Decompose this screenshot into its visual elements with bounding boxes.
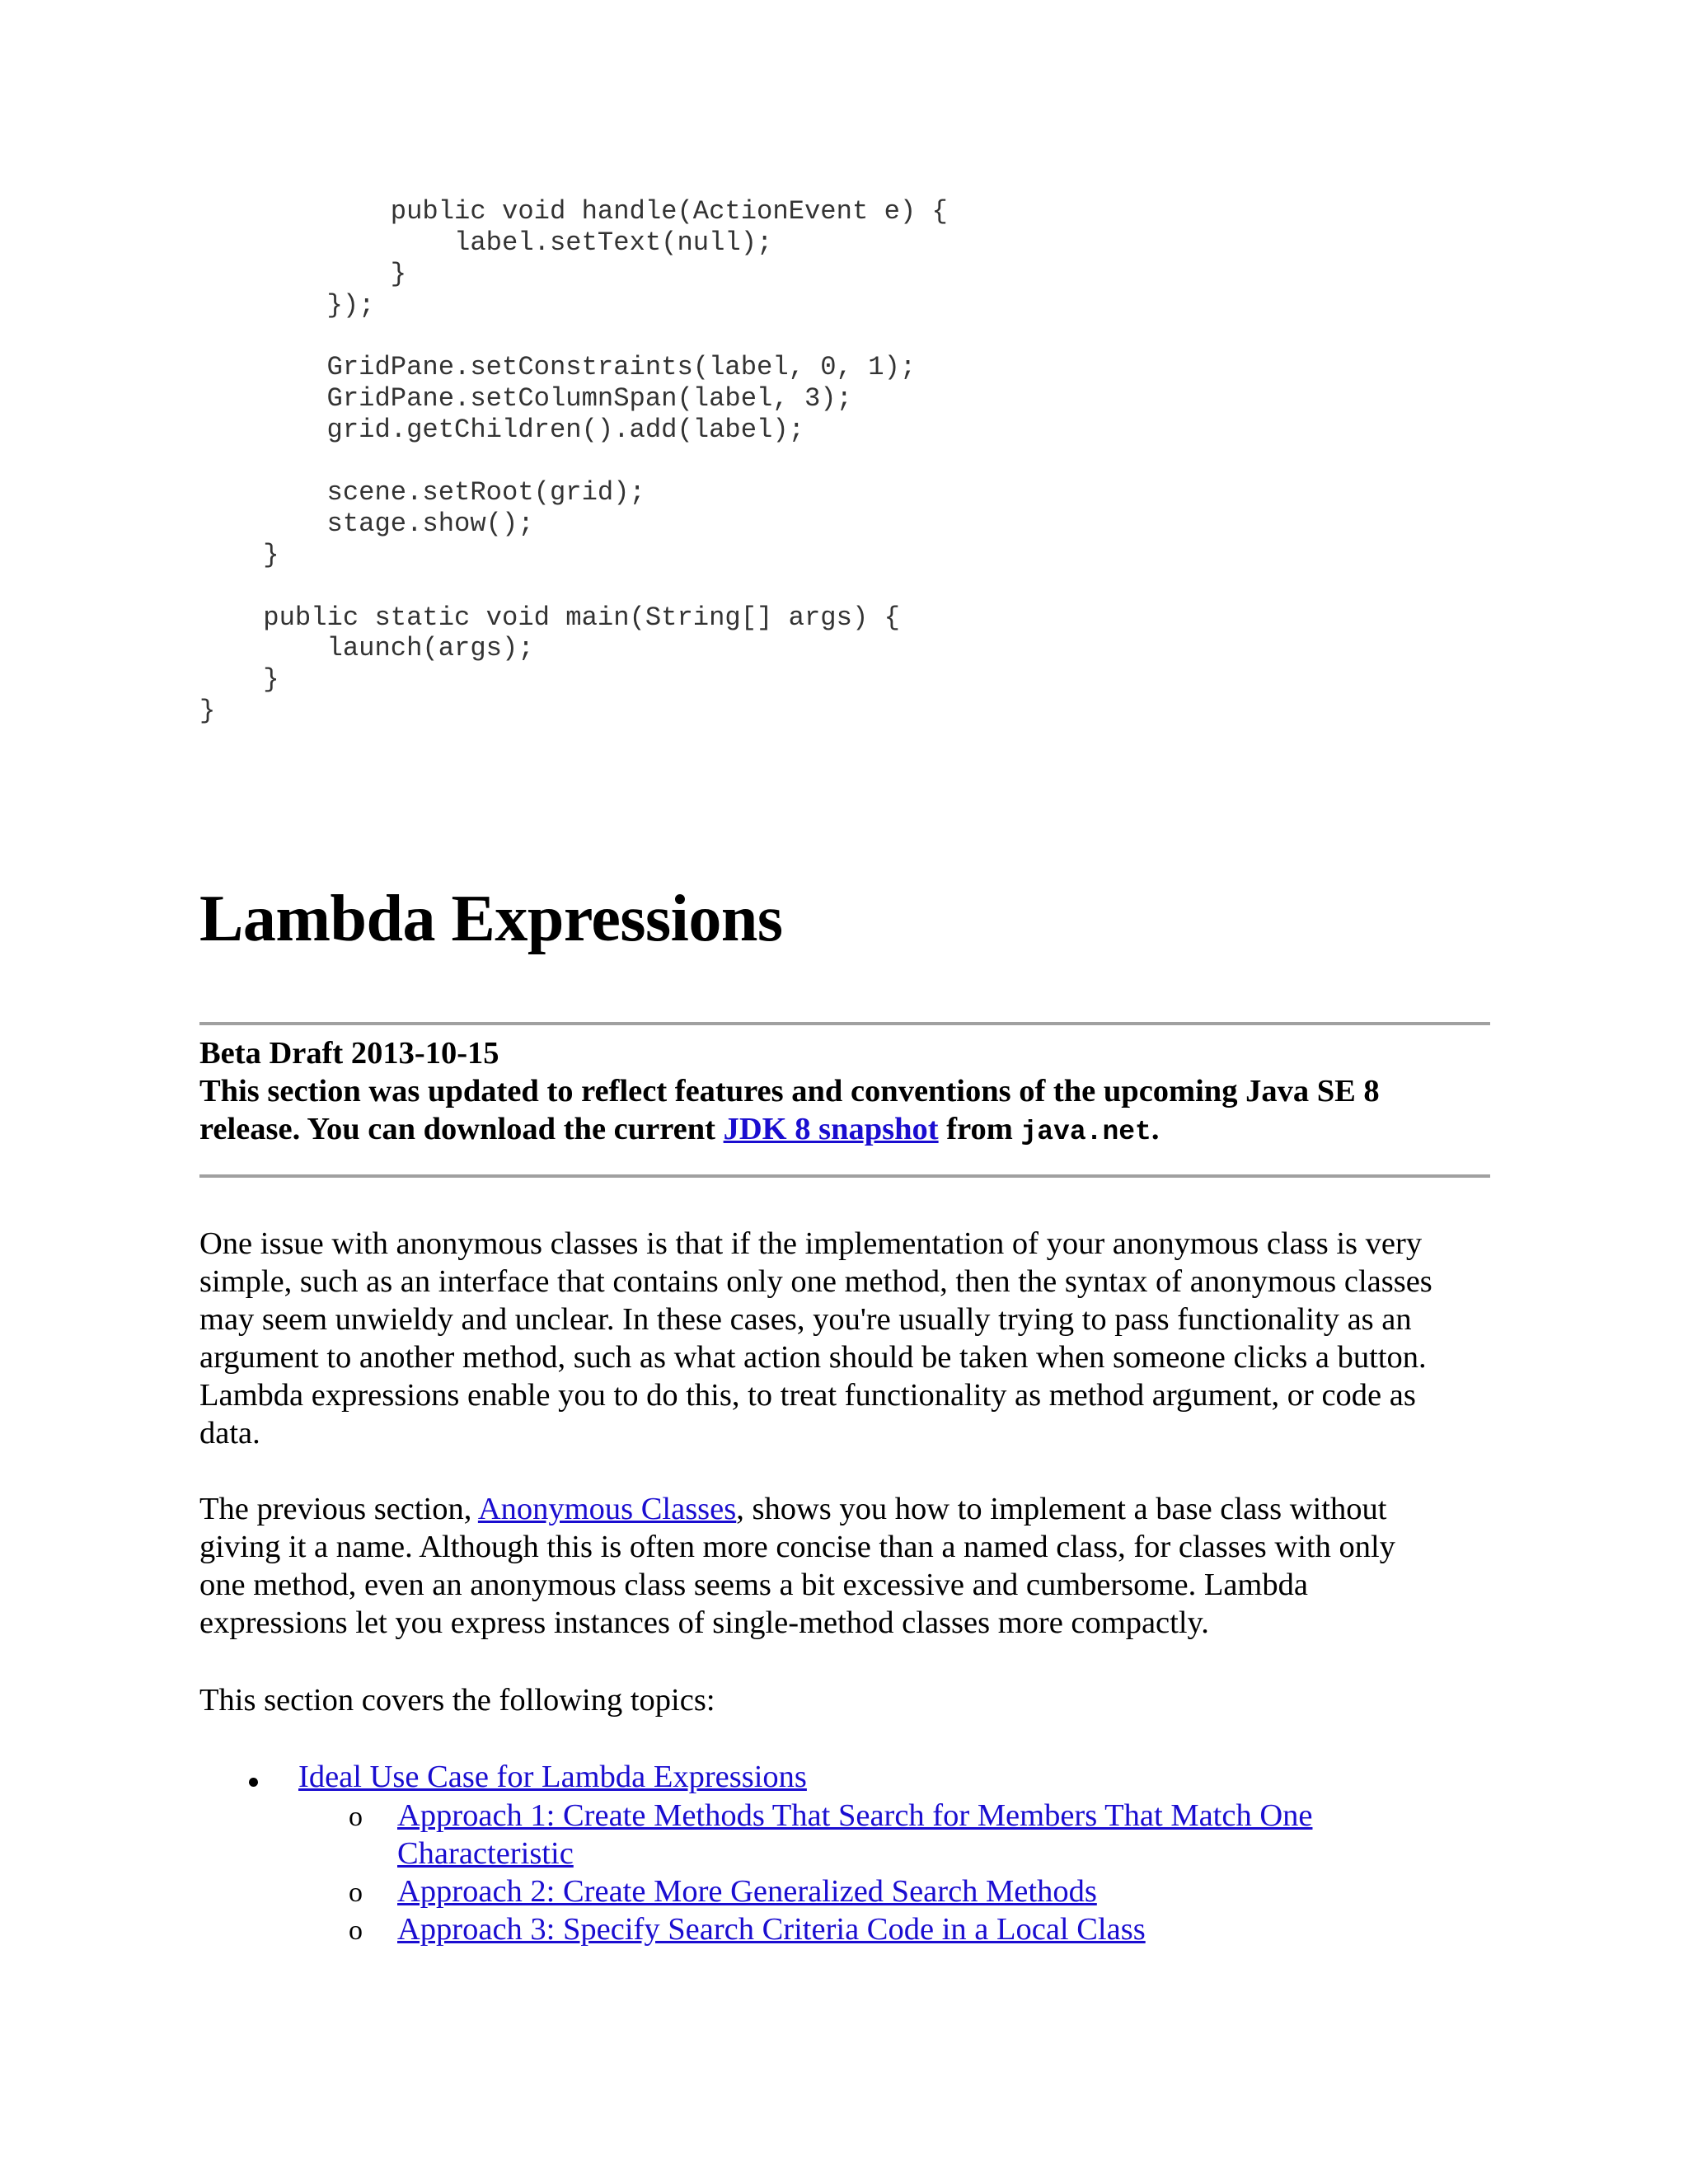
- note-text: release. You can download the current: [199, 1112, 724, 1146]
- code-line: scene.setRoot(grid);: [199, 477, 645, 509]
- sub-bullet-icon: o: [349, 1915, 363, 1946]
- paragraph-line: This section covers the following topics:: [199, 1683, 715, 1718]
- sub-bullet-icon: o: [349, 1802, 363, 1832]
- code-line: [199, 446, 1436, 477]
- code-line: });: [199, 289, 375, 321]
- paragraph-text: The previous section,: [199, 1492, 478, 1526]
- code-line: }: [199, 664, 279, 696]
- code-line: grid.getChildren().add(label);: [199, 415, 804, 446]
- paragraph-line: Lambda expressions enable you to do this, to treat functionality as method argument, or code as: [199, 1378, 1416, 1413]
- code-line: public void handle(ActionEvent e) {: [199, 196, 948, 227]
- beta-draft-note: [199, 1034, 1493, 1151]
- code-line: launch(args);: [199, 633, 534, 664]
- code-line: stage.show();: [199, 508, 534, 539]
- paragraph-line: simple, such as an interface that contains only one method, then the syntax of anonymous classes: [199, 1264, 1432, 1299]
- topic-link-approach-1-continued[interactable]: Characteristic: [397, 1836, 574, 1871]
- bullet-icon: [249, 1778, 258, 1787]
- divider-top: [199, 1022, 1490, 1025]
- topic-item-approach-1: [397, 1797, 1312, 1835]
- sub-bullet-icon: o: [349, 1877, 363, 1908]
- topic-item-approach-2: [397, 1872, 1097, 1910]
- topic-link-ideal-use-case[interactable]: Ideal Use Case for Lambda Expressions: [298, 1760, 807, 1794]
- page-title: Lambda Expressions: [199, 883, 783, 955]
- paragraph-line: expressions let you express instances of single-method classes more compactly.: [199, 1605, 1209, 1640]
- topic-item-ideal-use-case: [298, 1758, 807, 1796]
- paragraph-line: One issue with anonymous classes is that if the implementation of your anonymous class is very: [199, 1226, 1423, 1261]
- java-net-code: java.net: [1020, 1117, 1151, 1147]
- paragraph-line: [199, 1490, 1502, 1528]
- code-line: public static void main(String[] args) {: [199, 602, 900, 633]
- code-block: [199, 196, 1436, 727]
- code-line: [199, 321, 1436, 353]
- topic-link-approach-1[interactable]: Approach 1: Create Methods That Search for Members That Match One: [397, 1798, 1313, 1833]
- note-text: .: [1151, 1112, 1160, 1146]
- code-line: label.setText(null);: [199, 227, 773, 258]
- paragraph-previous-section: [199, 1490, 1502, 1642]
- code-line: GridPane.setConstraints(label, 0, 1);: [199, 352, 917, 383]
- paragraph-text: , shows you how to implement a base class without: [736, 1492, 1387, 1526]
- paragraph-line: argument to another method, such as what action should be taken when someone clicks a button.: [199, 1340, 1427, 1375]
- divider-bottom: [199, 1174, 1490, 1178]
- paragraph-topics-intro: [199, 1681, 1502, 1719]
- code-line: }: [199, 696, 216, 727]
- paragraph-line: giving it a name. Although this is often more concise than a named class, for classes with only: [199, 1530, 1395, 1564]
- code-line: GridPane.setColumnSpan(label, 3);: [199, 383, 852, 415]
- anonymous-classes-link[interactable]: Anonymous Classes: [477, 1492, 737, 1526]
- topic-item-approach-3: [397, 1910, 1146, 1948]
- code-line: }: [199, 258, 407, 289]
- note-line-update: This section was updated to reflect features and conventions of the upcoming Java SE 8: [199, 1074, 1380, 1108]
- paragraph-intro: [199, 1225, 1502, 1452]
- note-line-draft: Beta Draft 2013-10-15: [199, 1036, 499, 1071]
- note-line-download: [199, 1110, 1493, 1151]
- paragraph-line: data.: [199, 1416, 260, 1451]
- code-line: }: [199, 539, 279, 570]
- topic-item-approach-1-continued: [397, 1835, 574, 1872]
- paragraph-line: one method, even an anonymous class seems a bit excessive and cumbersome. Lambda: [199, 1568, 1308, 1602]
- topic-link-approach-3[interactable]: Approach 3: Specify Search Criteria Code in a Local Class: [397, 1912, 1146, 1947]
- topic-link-approach-2[interactable]: Approach 2: Create More Generalized Search Methods: [397, 1874, 1097, 1909]
- paragraph-line: may seem unwieldy and unclear. In these cases, you're usually trying to pass functionality as an: [199, 1302, 1412, 1337]
- note-text: from: [938, 1112, 1021, 1146]
- code-line: [199, 571, 1436, 602]
- jdk8-snapshot-link[interactable]: JDK 8 snapshot: [723, 1112, 939, 1146]
